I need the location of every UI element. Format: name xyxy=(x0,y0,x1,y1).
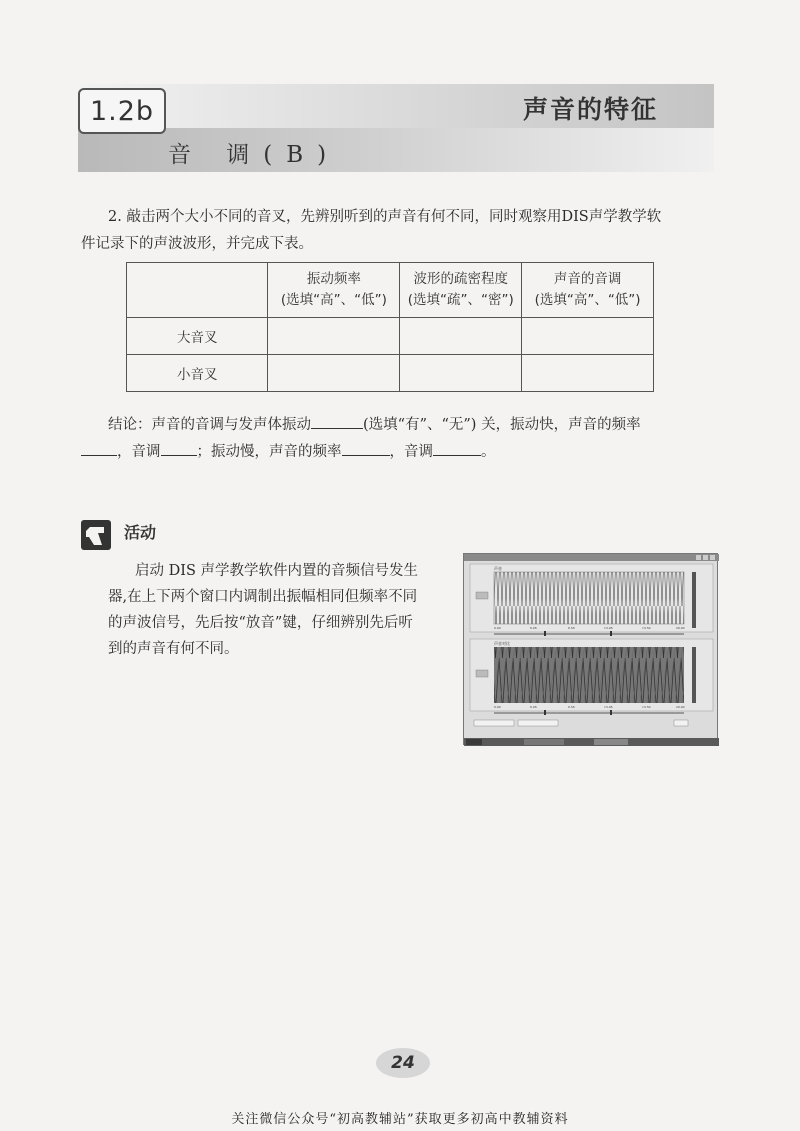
header-note: (选填“高”、“低”) xyxy=(534,292,641,308)
answer-cell[interactable] xyxy=(522,355,654,392)
taskbar-item[interactable] xyxy=(594,739,628,745)
maximize-icon[interactable] xyxy=(703,555,708,560)
header-title: 振动频率 xyxy=(306,271,361,287)
answer-cell[interactable] xyxy=(400,355,522,392)
minimize-icon[interactable] xyxy=(696,555,701,560)
close-icon[interactable] xyxy=(710,555,715,560)
svg-text:6.06: 6.06 xyxy=(530,705,537,709)
top-frequency-slider[interactable] xyxy=(544,631,546,636)
exit-button[interactable] xyxy=(674,720,688,726)
conclusion-line-2 xyxy=(81,439,728,466)
table-row xyxy=(127,355,654,392)
header-note: (选填“疏”、“密”) xyxy=(407,292,514,308)
top-play-button[interactable] xyxy=(476,592,488,599)
table-header-cell xyxy=(522,263,654,318)
software-screenshot xyxy=(463,553,718,745)
control-button[interactable] xyxy=(518,720,558,726)
answer-cell[interactable] xyxy=(268,355,400,392)
conclusion-text-6: 。 xyxy=(481,444,496,460)
table-header-row xyxy=(127,263,654,318)
bottom-panel-label: 声音对比 xyxy=(494,641,510,646)
activity-hand-icon xyxy=(80,519,112,551)
table-header-cell xyxy=(268,263,400,318)
row-label: 大音叉 xyxy=(127,318,268,355)
svg-text:6.56: 6.56 xyxy=(568,705,575,709)
top-waveform xyxy=(494,572,684,624)
row-label: 小音叉 xyxy=(127,355,268,392)
header-title: 声音的音调 xyxy=(553,271,622,287)
conclusion-line-1 xyxy=(108,412,728,439)
taskbar-item[interactable] xyxy=(524,739,564,745)
question-text xyxy=(81,204,718,258)
conclusion-text-1: 结论：声音的音调与发声体振动 xyxy=(108,417,311,433)
svg-text:20.00: 20.00 xyxy=(676,626,685,630)
conclusion-text-4: ；振动慢，声音的频率 xyxy=(196,444,342,460)
svg-text:6.56: 6.56 xyxy=(568,626,575,630)
bottom-play-button[interactable] xyxy=(476,670,488,677)
top-volume-slider[interactable] xyxy=(692,572,696,628)
control-button[interactable] xyxy=(474,720,514,726)
taskbar xyxy=(464,738,719,746)
fill-blank[interactable] xyxy=(342,442,390,456)
activity-text xyxy=(108,558,448,662)
answer-cell[interactable] xyxy=(400,318,522,355)
table-row xyxy=(127,318,654,355)
waveform-figure xyxy=(464,554,719,746)
conclusion-text-2: (选填“有”、“无”) 关，振动快，声音的频率 xyxy=(363,417,641,433)
lesson-subtitle: 音 调(B) xyxy=(168,142,341,168)
answer-cell[interactable] xyxy=(522,318,654,355)
activity-title: 活动 xyxy=(124,523,157,542)
bottom-volume-slider[interactable] xyxy=(692,647,696,703)
fill-blank[interactable] xyxy=(433,442,481,456)
section-number: 1.2b xyxy=(78,88,166,134)
svg-text:13.06: 13.06 xyxy=(604,705,613,709)
header-title: 波形的疏密程度 xyxy=(413,271,508,287)
conclusion-text xyxy=(108,412,728,466)
bottom-amplitude-slider[interactable] xyxy=(610,710,612,715)
table-header-cell xyxy=(400,263,522,318)
svg-text:13.50: 13.50 xyxy=(642,705,651,709)
svg-text:13.06: 13.06 xyxy=(604,626,613,630)
bottom-waveform xyxy=(494,647,684,703)
svg-text:20.00: 20.00 xyxy=(676,705,685,709)
section-title: 声音的特征 xyxy=(522,95,658,124)
activity-line: 启动 DIS 声学教学软件内置的音频信号发生 xyxy=(135,563,419,579)
question-line-1: 2. 敲击两个大小不同的音叉，先辨别听到的声音有何不同，同时观察用DIS声学教学软 xyxy=(108,209,662,225)
top-amplitude-slider[interactable] xyxy=(610,631,612,636)
table-corner-cell xyxy=(127,263,268,318)
activity-line: 器,在上下两个窗口内调制出振幅相同但频率不同 xyxy=(108,589,418,605)
svg-text:0.00: 0.00 xyxy=(494,705,501,709)
fill-blank[interactable] xyxy=(311,415,363,429)
fill-blank[interactable] xyxy=(161,442,197,456)
fill-blank[interactable] xyxy=(81,442,117,456)
top-panel-label: 声音 xyxy=(494,566,502,571)
start-button[interactable] xyxy=(466,739,482,745)
activity-line: 到的声音有何不同。 xyxy=(108,641,239,657)
bottom-frequency-slider[interactable] xyxy=(544,710,546,715)
conclusion-text-5: ，音调 xyxy=(389,444,433,460)
activity-line: 的声波信号，先后按“放音”键，仔细辨别先后听 xyxy=(108,615,413,631)
header-note: (选填“高”、“低”) xyxy=(280,292,387,308)
page-number: 24 xyxy=(376,1048,430,1078)
conclusion-text-3: ，音调 xyxy=(117,444,161,460)
question-line-2: 件记录下的声波波形，并完成下表。 xyxy=(81,236,313,252)
answer-cell[interactable] xyxy=(268,318,400,355)
footer-note: 关注微信公众号“初高教辅站”获取更多初高中教辅资料 xyxy=(231,1112,569,1127)
title-bar xyxy=(464,554,719,561)
svg-text:0.00: 0.00 xyxy=(494,626,501,630)
observation-table xyxy=(126,262,654,392)
svg-text:6.06: 6.06 xyxy=(530,626,537,630)
svg-text:13.50: 13.50 xyxy=(642,626,651,630)
